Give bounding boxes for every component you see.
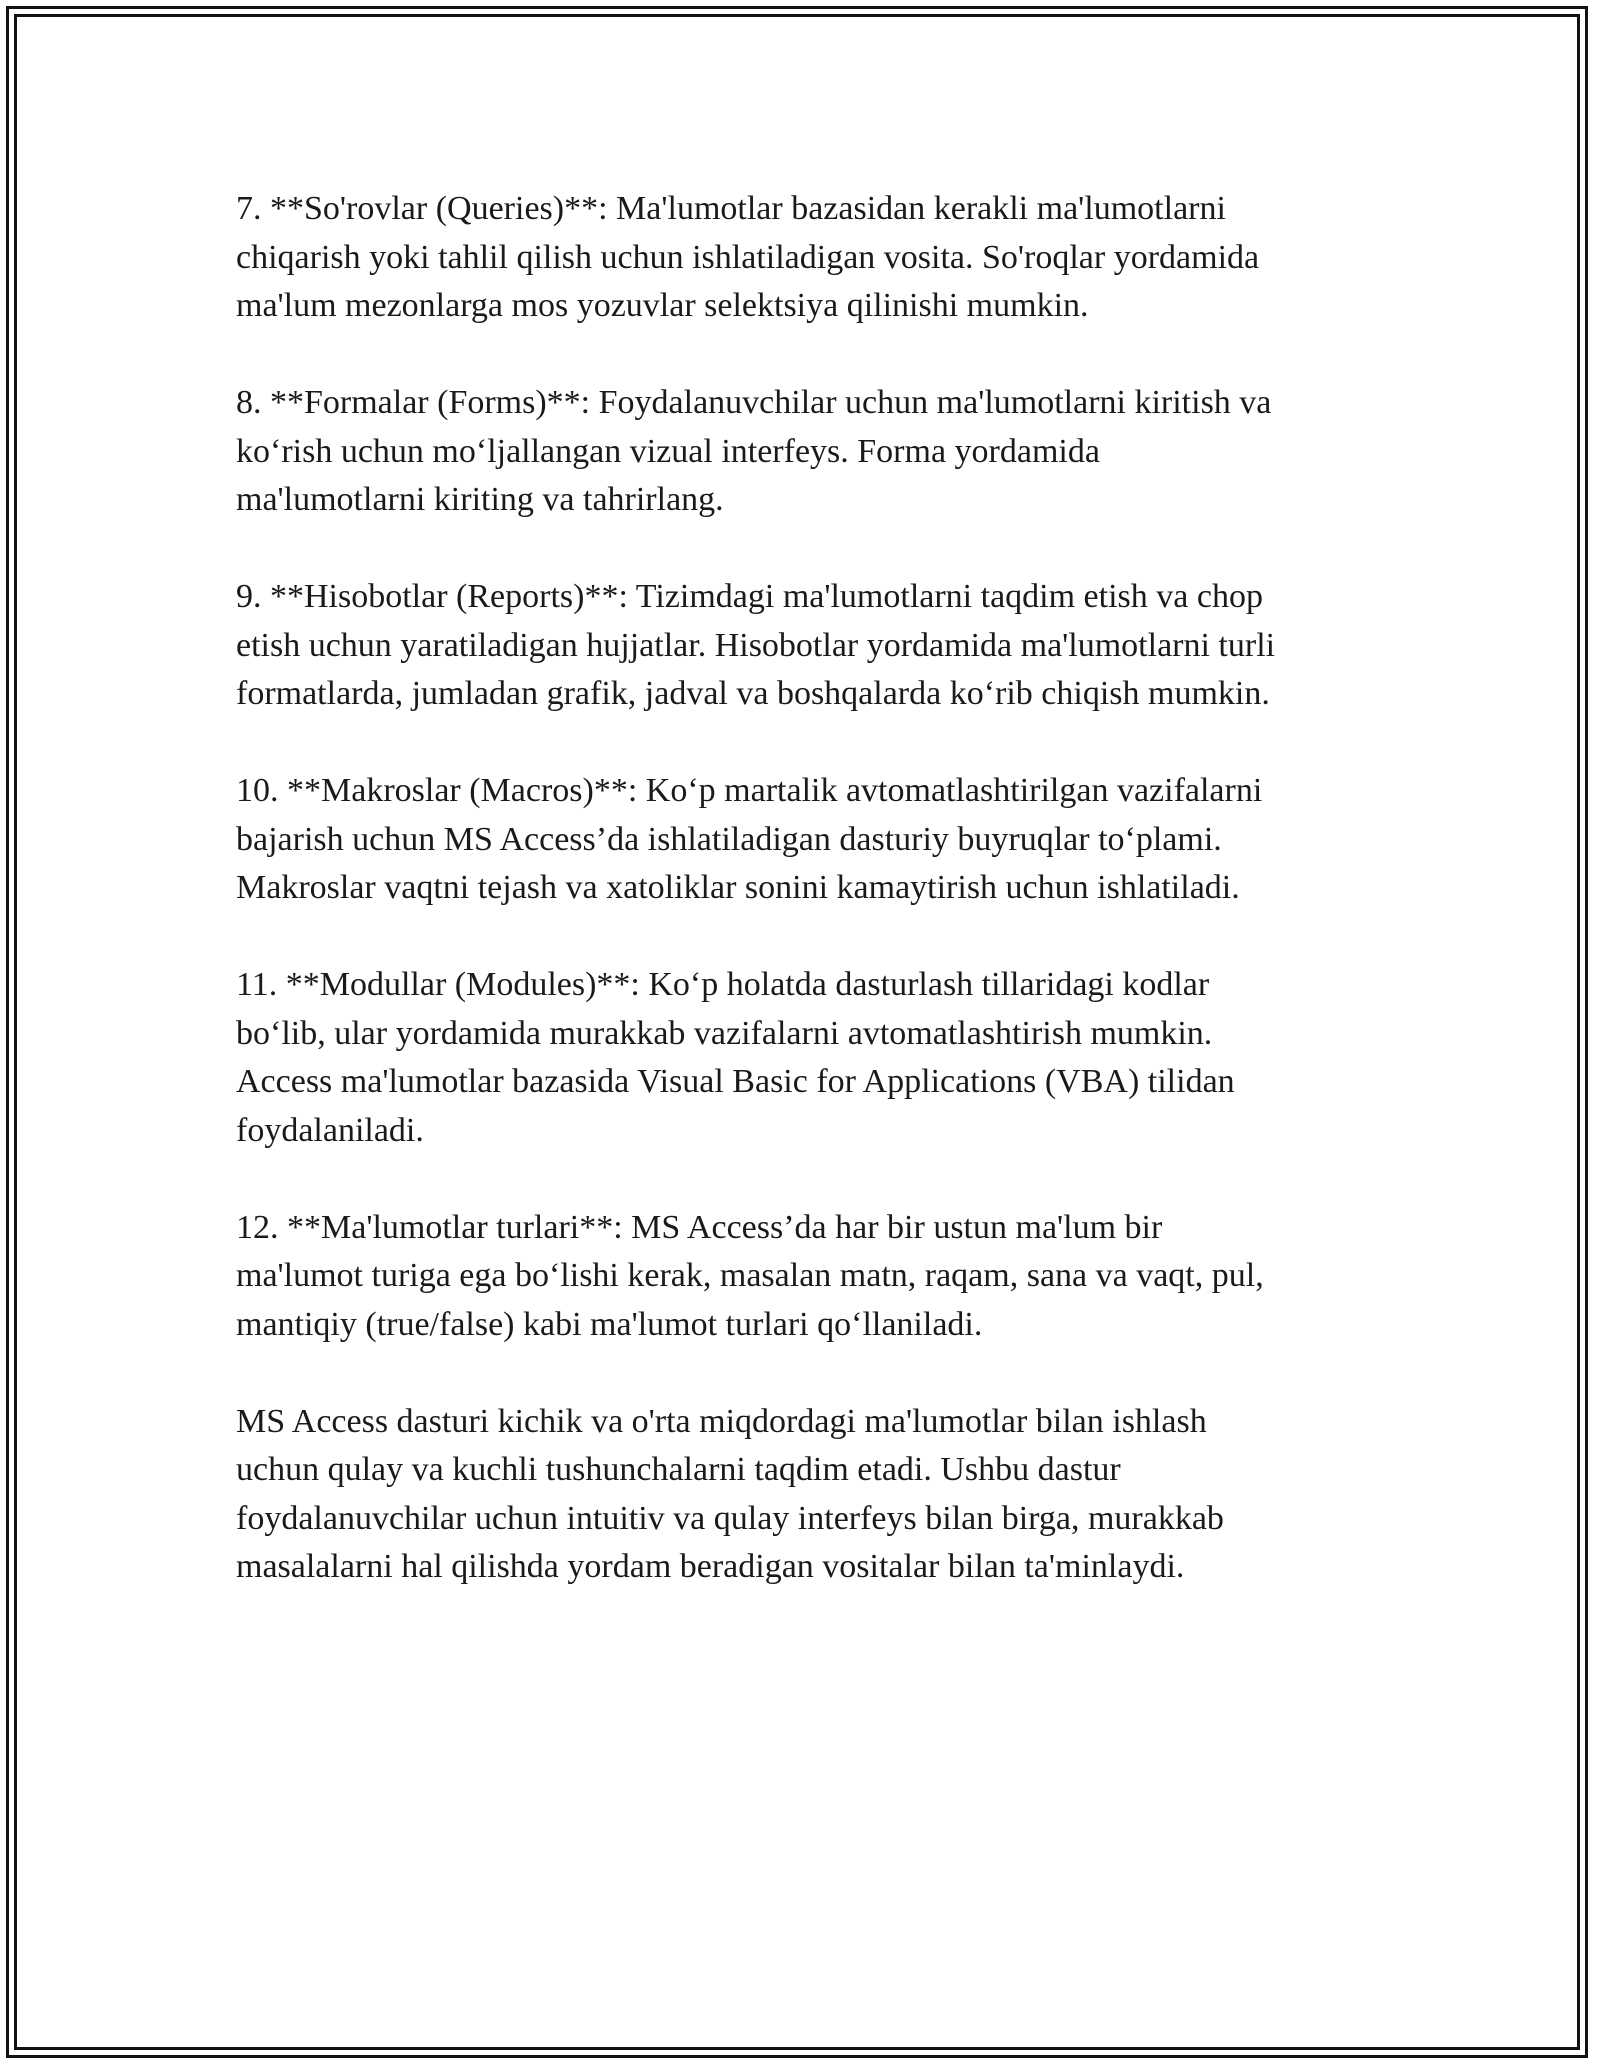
paragraph-reports: 9. **Hisobotlar (Reports)**: Tizimdagi ma'lumotlarni taqdim etish va chop etish uchun yaratiladigan hujjatlar. Hisobotlar yordamida ma'lumotlarni turli formatlarda, jumladan grafik, jadval va boshqalarda ko‘rib chiqish mumkin. [236,578,1276,712]
paragraph-data-types: 12. **Ma'lumotlar turlari**: MS Access’da har bir ustun ma'lum bir ma'lumot turiga ega bo‘lishi kerak, masalan matn, raqam, sana va vaqt, pul, mantiqiy (true/false) kabi ma'lumot turlari qo‘llaniladi. [236,1208,1264,1343]
paragraph-queries: 7. **So'rovlar (Queries)**: Ma'lumotlar bazasidan kerakli ma'lumotlarni chiqarish yoki tahlil qilish uchun ishlatiladigan vosita. So'roqlar yordamida ma'lum mezonlarga mos yozuvlar selektsiya qilinishi mumkin. [236,190,1260,324]
paragraph-conclusion: MS Access dasturi kichik va o'rta miqdordagi ma'lumotlar bilan ishlash uchun qulay va kuchli tushunchalarni taqdim etadi. Ushbu dastur foydalanuvchilar uchun intuitiv va qulay interfeys bilan birga, murakkab masalalarni hal qilishda yordam beradigan vositalar bilan ta'minlaydi. [236,1402,1224,1585]
paragraph-modules: 11. **Modullar (Modules)**: Ko‘p holatda dasturlash tillaridagi kodlar bo‘lib, ular yordamida murakkab vazifalarni avtomatlashtirish mumkin. Access ma'lumotlar bazasida Visual Basic for Applications (VBA) tilidan foydalaniladi. [236,966,1235,1149]
paragraph-macros: 10. **Makroslar (Macros)**: Ko‘p martalik avtomatlashtirilgan vazifalarni bajarish uchun MS Access’da ishlatiladigan dasturiy buyruqlar to‘plami. Makroslar vaqtni tejash va xatoliklar sonini kamaytirish uchun ishlatiladi. [236,772,1263,906]
document-body [236,185,1366,1640]
paragraph-forms: 8. **Formalar (Forms)**: Foydalanuvchilar uchun ma'lumotlarni kiritish va ko‘rish uchun mo‘ljallangan vizual interfeys. Forma yordamida ma'lumotlarni kiriting va tahrirlang. [236,384,1272,518]
